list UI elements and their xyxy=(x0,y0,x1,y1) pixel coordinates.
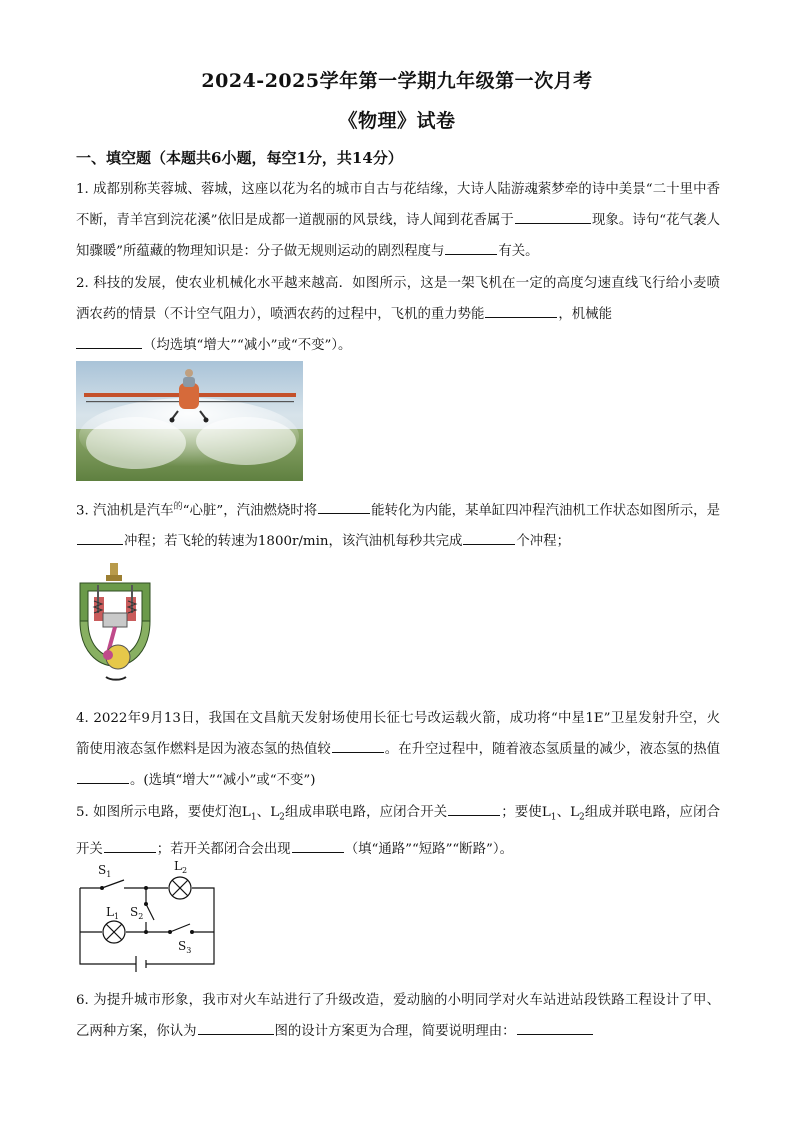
crop-duster-image xyxy=(76,361,303,481)
answer-blank[interactable] xyxy=(515,209,591,224)
question-5: 5. 如图所示电路，要使灯泡$L_1$、$L_2$组成串联电路，应闭合开关 ；要使$L_1$、$L_2$组成并联电路，应闭合开关 ；若开关都闭合会出现 （填“通路”“短路”“断路”）。 xyxy=(76,797,720,865)
answer-blank[interactable] xyxy=(517,1020,593,1035)
answer-blank[interactable] xyxy=(445,240,497,255)
answer-blank[interactable] xyxy=(318,499,370,514)
question-4: 4. 2022年9月13日，我国在文昌航天发射场使用长征七号改运载火箭，成功将“中星1E”卫星发射升空，火箭使用液态氢作燃料是因为液态氢的热值较 。在升空过程中，随着液态氢质量的减少，液态氢的热值。(选填“增大”“减小”或“不变”) xyxy=(76,711,721,788)
question-6: 6. 为提升城市形象，我市对火车站进行了升级改造，爱动脑的小明同学对火车站进站段铁路工程设计了甲、乙两种方案，你认为 图的设计方案更为合理，简要说明理由： xyxy=(76,993,720,1039)
question-3: 3. 汽油机是汽车$^的$“心脏”，汽油燃烧时将 能转化为内能，某单缸四冲程汽油机工作状态如图所示，是冲程；若飞轮的转速为1800r/min，该汽油机每秒共完成 个冲程； xyxy=(76,492,720,557)
answer-blank[interactable] xyxy=(77,769,129,784)
svg-text:L1: $L_1$ xyxy=(106,905,120,921)
answer-blank[interactable] xyxy=(77,530,123,545)
answer-blank[interactable] xyxy=(332,738,384,753)
exam-title: 2024-2025学年第一学期九年级第一次月考 xyxy=(201,70,593,92)
answer-blank[interactable] xyxy=(104,838,156,853)
answer-blank[interactable] xyxy=(76,334,142,349)
exam-subtitle: 《物理》试卷 xyxy=(338,110,456,132)
answer-blank[interactable] xyxy=(463,530,515,545)
answer-blank[interactable] xyxy=(448,801,500,816)
svg-text:L2: $L_2$ xyxy=(174,859,188,875)
circuit-diagram xyxy=(74,856,222,972)
section-heading: 一、填空题（本题共6小题，每空1分，共14分） xyxy=(76,149,403,167)
answer-blank[interactable] xyxy=(292,838,344,853)
question-1: 1. 成都别称芙蓉城、蓉城，这座以花为名的城市自古与花结缘，大诗人陆游魂萦梦牵的诗中美景“二十里中香不断，青羊宫到浣花溪”依旧是成都一道靓丽的风景线，诗人闻到花香属于 现象。诗句“花气袭人知骤暖”所蕴藏的物理知识是：分子做无规则运动的剧烈程度与 有关。 xyxy=(76,182,720,259)
engine-diagram xyxy=(70,561,160,693)
question-2: 2. 科技的发展，使农业机械化水平越来越高．如图所示，这是一架飞机在一定的高度匀速直线飞行给小麦喷洒农药的情景（不计空气阻力），喷洒农药的过程中，飞机的重力势能 ，机械能 （均选填“增大”“减小”或“不变”）。 xyxy=(76,276,720,353)
answer-blank[interactable] xyxy=(485,303,557,318)
svg-text:S3: $S_3$ xyxy=(178,939,192,955)
svg-text:S1: $S_1$ xyxy=(98,863,112,879)
svg-text:S2: $S_2$ xyxy=(130,905,144,921)
answer-blank[interactable] xyxy=(198,1020,274,1035)
